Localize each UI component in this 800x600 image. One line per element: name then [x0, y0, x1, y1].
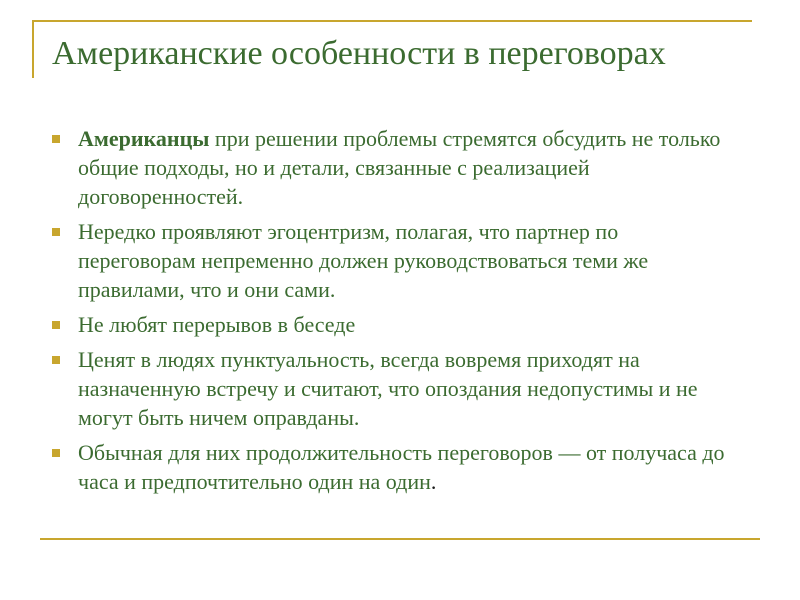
- square-bullet-icon: [52, 135, 60, 143]
- bullet-item: [48, 345, 738, 432]
- bullet-text: при решении проблемы стремятся обсудить не только общие подходы, но и детали, связанные с реализацией договоренностей.: [78, 126, 721, 209]
- bullet-text: Нередко проявляют эгоцентризм, полагая, что партнер по переговорам непременно должен руководствоваться теми же правилами, что и они сами.: [78, 219, 649, 302]
- bullet-list: [48, 124, 738, 502]
- square-bullet-icon: [52, 321, 60, 329]
- bullet-item: [48, 124, 738, 211]
- bullet-item: [48, 438, 738, 496]
- square-bullet-icon: [52, 356, 60, 364]
- slide-title: Американские особенности в переговорах: [52, 35, 666, 72]
- left-divider: [32, 20, 34, 78]
- bullet-text: Ценят в людях пунктуальность, всегда вовремя приходят на назначенную встречу и считают, что опоздания недопустимы и не могут быть ничем оправданы.: [78, 347, 698, 430]
- bullet-text: Обычная для них продолжительность переговоров — от получаса до часа и предпочтительно один на один: [78, 440, 725, 494]
- bullet-text: Не любят перерывов в беседе: [78, 312, 356, 337]
- square-bullet-icon: [52, 228, 60, 236]
- bullet-lead: Американцы: [78, 126, 210, 151]
- bottom-divider: [40, 538, 760, 540]
- square-bullet-icon: [52, 449, 60, 457]
- bullet-trailing-period: .: [430, 469, 437, 494]
- top-divider: [32, 20, 752, 22]
- bullet-item: [48, 217, 738, 304]
- bullet-item: [48, 310, 738, 339]
